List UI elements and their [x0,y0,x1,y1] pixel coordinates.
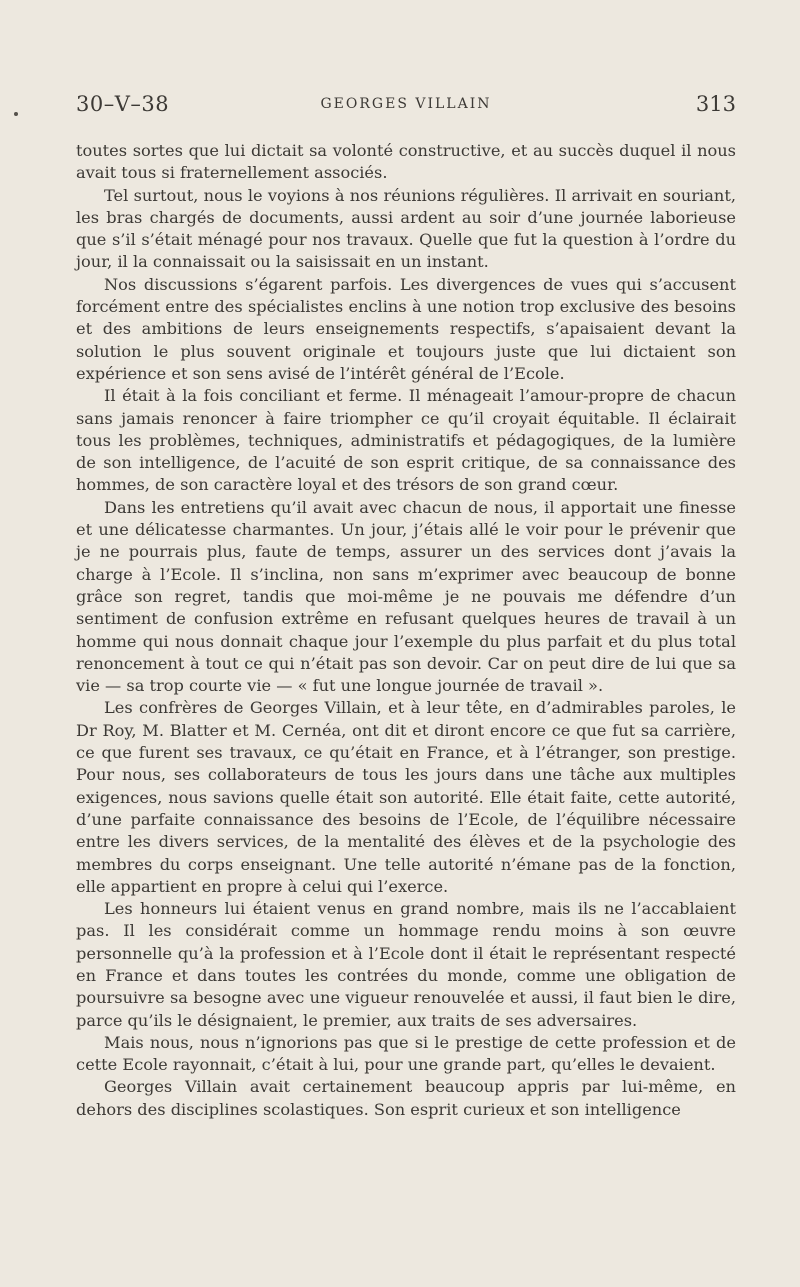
paragraph-1: toutes sortes que lui dictait sa volonté constructive, et au succès duquel il nous avait tous si fraternellement associés. [76,141,736,183]
header-title: GEORGES VILLAIN [320,96,492,112]
paragraph-4: Il était à la fois conciliant et ferme. Il ménageait l’amour-propre de chacun sans jamais renoncer à faire triompher ce qu’il croyait équitable. Il éclairait tous les problèmes, techniques, administratifs et pédagogiques, de la lumière de son intelligence, de l’acuité de son esprit critique, de sa connaissance des hommes, de son caractère loyal et des trésors de son grand cœur. [76,386,736,495]
paragraph-5: Dans les entretiens qu’il avait avec chacun de nous, il apportait une finesse et une délicatesse charmantes. Un jour, j’étais allé le voir pour le prévenir que je ne pourrais plus, faute de temps, assurer un des services dont j’avais la charge à l’Ecole. Il s’inclina, non sans m’exprimer avec beaucoup de bonne grâce son regret, tandis que moi-même je ne pouvais me défendre d’un sentiment de confusion extrême en refusant quelques heures de travail à un homme qui nous donnait chaque jour l’exemple du plus parfait et du plus total renoncement à tout ce qui n’était pas son devoir. Car on peut dire de lui que sa vie — sa trop courte vie — « fut une longue journée de travail ». [76,497,736,696]
paragraph-7: Les honneurs lui étaient venus en grand nombre, mais ils ne l’accablaient pas. Il les considérait comme un hommage rendu moins à son œuvre personnelle qu’à la profession et à l’Ecole dont il était le représentant respecté en France et dans toutes les contrées du monde, comme une obligation de poursuivre sa besogne avec une vigueur renouvelée et aussi, il faut bien le dire, parce qu’ils le désignaient, le premier, aux traits de ses adversaires. [76,899,736,1030]
paragraph-3: Nos discussions s’égarent parfois. Les divergences de vues qui s’accusent forcément entre des spécialistes enclins à une notion trop exclusive des besoins et des ambitions de leurs enseignements respectifs, s’apaisaient devant la solution le plus souvent originale et toujours juste que lui dictaient son expérience et son sens avisé de l’intérêt général de l’Ecole. [76,274,736,383]
page-number: 313 [695,92,736,116]
paragraph-9: Georges Villain avait certainement beaucoup appris par lui-même, en dehors des disciplines scolastiques. Son esprit curieux et son intelligence [76,1077,736,1119]
paragraph-6: Les confrères de Georges Villain, et à leur tête, en d’admirables paroles, le Dr Roy, M. Blatter et M. Cernéa, ont dit et diront encore ce que fut sa carrière, ce que furent ses travaux, ce qu’était en France, et à l’étranger, son prestige. Pour nous, ses collaborateurs de tous les jours dans une tâche aux multiples exigences, nous savions quelle était son autorité. Elle était faite, cette autorité, d’une parfaite connaissance des besoins de l’Ecole, de l’équilibre nécessaire entre les divers services, de la mentalité des élèves et de la psychologie des membres du corps enseignant. Une telle autorité n’émane pas de la fonction, elle appartient en propre à celui qui l’exerce. [76,698,736,896]
paragraph-2: Tel surtout, nous le voyions à nos réunions régulières. Il arrivait en souriant, les bras chargés de documents, aussi ardent au soir d’une journée laborieuse que s’il s’était ménagé pour nos travaux. Quelle que fut la question à l’ordre du jour, il la connaissait ou la saisissait en un instant. [76,185,736,272]
margin-mark [14,112,18,116]
header-date: 30–V–38 [76,92,170,116]
body-text [76,140,736,1121]
running-head [76,92,736,128]
paragraph-8: Mais nous, nous n’ignorions pas que si le prestige de cette profession et de cette Ecole rayonnait, c’était à lui, pour une grande part, qu’elles le devaient. [76,1032,736,1075]
